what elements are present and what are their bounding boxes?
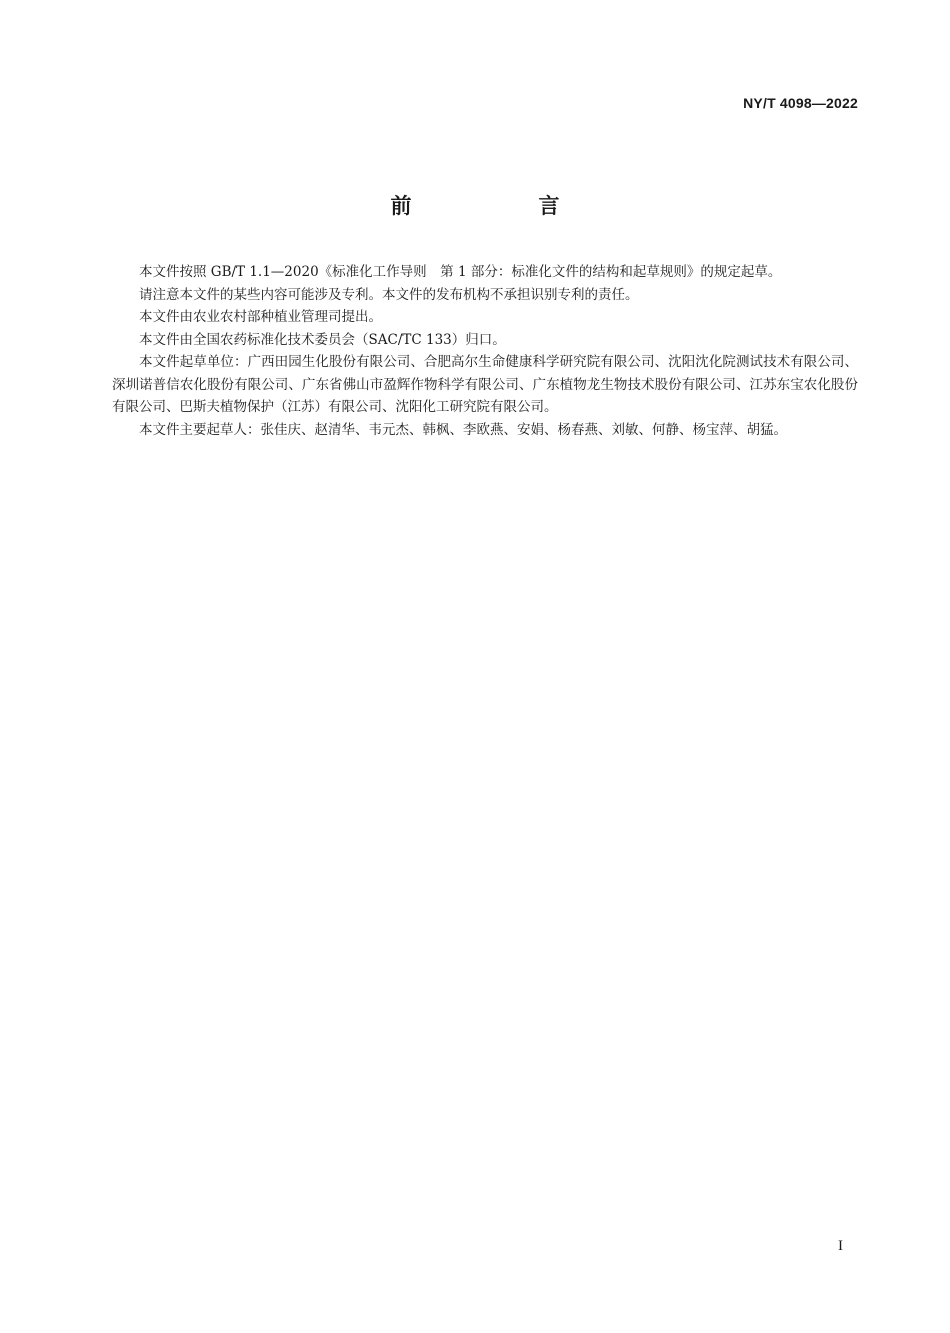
paragraph-drafting-units: 本文件起草单位：广西田园生化股份有限公司、合肥高尔生命健康科学研究院有限公司、沈阳沈化院测试技术有限公司、深圳诺普信农化股份有限公司、广东省佛山市盈辉作物科学有限公司、广东植物龙生物技术股份有限公司、江苏东宝农化股份有限公司、巴斯夫植物保护（江苏）有限公司、沈阳化工研究院有限公司。 — [112, 354, 858, 415]
paragraph-drafting-rules: 本文件按照 GB/T 1.1—2020《标准化工作导则 第 1 部分：标准化文件的结构和起草规则》的规定起草。 — [139, 264, 782, 280]
page-number: I — [838, 1238, 843, 1254]
page-title: 前 言 — [390, 194, 613, 218]
preface-body — [112, 261, 858, 441]
paragraph-drafters: 本文件主要起草人：张佳庆、赵清华、韦元杰、韩枫、李欧燕、安娟、杨春燕、刘敏、何静、杨宝萍、胡猛。 — [139, 421, 787, 438]
paragraph-committee: 本文件由全国农药标准化技术委员会（SAC/TC 133）归口。 — [139, 331, 506, 348]
paragraph-patent-notice: 请注意本文件的某些内容可能涉及专利。本文件的发布机构不承担识别专利的责任。 — [139, 286, 639, 303]
paragraph-proposer: 本文件由农业农村部种植业管理司提出。 — [139, 309, 382, 325]
standard-code: NY/T 4098—2022 — [743, 95, 858, 111]
